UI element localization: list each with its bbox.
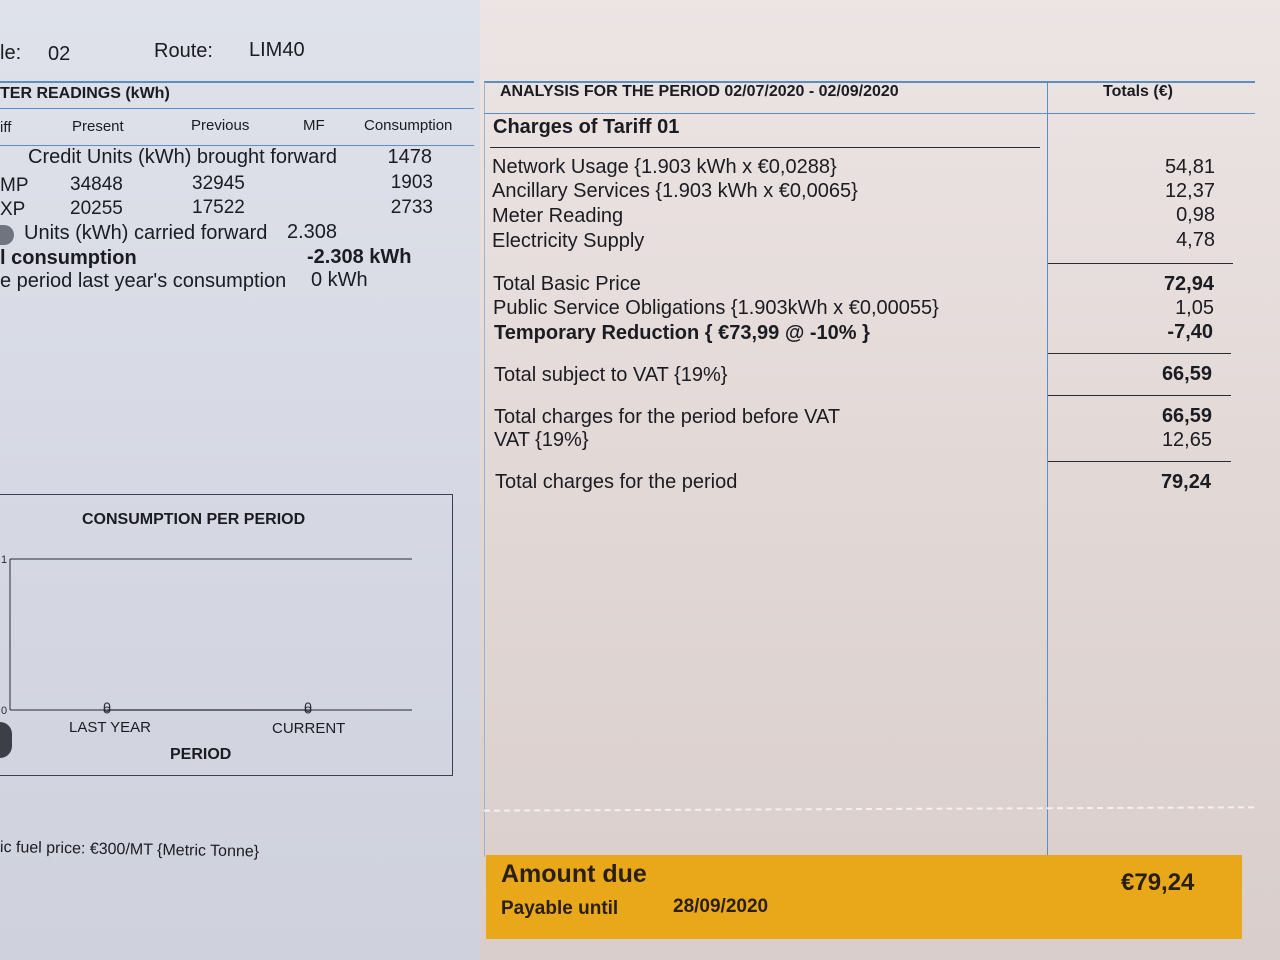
analysis-header-rule: [484, 113, 1255, 114]
charge-value: 54,81: [1164, 156, 1215, 178]
totals-column-divider: [1047, 82, 1048, 857]
meter-row-previous: 32945: [192, 173, 245, 194]
vat-rule: [1048, 461, 1231, 462]
chart-category-label: CURRENT: [272, 720, 346, 737]
total-basic-value: 72,94: [1163, 273, 1214, 295]
vat-value: 12,65: [1161, 429, 1212, 451]
tariff-title: Charges of Tariff 01: [493, 116, 680, 138]
cycle-value: 02: [48, 43, 71, 65]
chart-y-tick-label: 1: [1, 554, 8, 566]
col-tariff: iff: [0, 119, 12, 136]
last-year-value: 0 kWh: [311, 269, 368, 291]
temporary-reduction-label: Temporary Reduction { €73,99 @ -10% }: [494, 322, 870, 344]
fuel-price-note: ic fuel price: €300/MT {Metric Tonne}: [0, 839, 260, 861]
route-label: Route:: [154, 40, 213, 62]
total-consumption-label: l consumption: [0, 247, 137, 269]
col-previous: Previous: [191, 117, 250, 134]
meter-row-present: 34848: [70, 174, 123, 195]
carried-forward-value: 2.308: [287, 221, 338, 243]
charge-value: 0,98: [1176, 204, 1215, 226]
charge-label: Ancillary Services {1.903 kWh x €0,0065}: [492, 180, 858, 202]
vat-subject-label: Total subject to VAT {19%}: [494, 364, 728, 386]
total-period-label: Total charges for the period: [495, 471, 738, 493]
pso-value: 1,05: [1175, 297, 1214, 319]
temporary-reduction-value: -7,40: [1167, 321, 1213, 343]
credit-brought-label: Credit Units (kWh) brought forward: [28, 146, 337, 168]
chart-title: CONSUMPTION PER PERIOD: [82, 511, 306, 528]
before-vat-value: 66,59: [1161, 405, 1212, 427]
total-period-value: 79,24: [1160, 471, 1211, 493]
meter-row-consumption: 1903: [390, 172, 433, 193]
total-basic-label: Total Basic Price: [493, 273, 641, 295]
meter-row-tariff: MP: [0, 175, 29, 196]
analysis-left-border: [484, 82, 485, 857]
chart-category-label: LAST YEAR: [69, 719, 151, 736]
cycle-label: le:: [0, 42, 22, 64]
col-present: Present: [72, 118, 124, 135]
credit-brought-value: 1478: [387, 146, 432, 168]
meter-row-previous: 17522: [192, 197, 245, 218]
meter-readings-title: TER READINGS (kWh): [0, 85, 170, 102]
charge-label: Meter Reading: [492, 205, 624, 227]
total-consumption-value: -2.308 kWh: [307, 246, 412, 268]
charge-label: Network Usage {1.903 kWh x €0,0288}: [492, 156, 837, 178]
payable-until-date: 28/09/2020: [673, 896, 769, 917]
chart-data-label: 0: [304, 699, 312, 715]
last-year-label: e period last year's consumption: [0, 270, 287, 292]
analysis-title: ANALYSIS FOR THE PERIOD 02/07/2020 - 02/09/2020: [500, 83, 899, 100]
vat-label: VAT {19%}: [494, 429, 589, 451]
charge-label: Electricity Supply: [492, 230, 645, 252]
payable-until-label: Payable until: [501, 898, 619, 919]
before-vat-label: Total charges for the period before VAT: [494, 406, 841, 428]
tariff-title-rule: [490, 147, 1040, 148]
route-value: LIM40: [249, 39, 305, 61]
chart-x-axis-title: PERIOD: [170, 746, 232, 763]
col-consumption: Consumption: [364, 117, 453, 134]
vat-subject-rule: [1048, 395, 1231, 396]
amount-due-value: €79,24: [1121, 869, 1195, 896]
chart-data-label: 0: [103, 699, 111, 715]
charge-value: 4,78: [1176, 229, 1215, 251]
carried-forward-label: Units (kWh) carried forward: [24, 222, 268, 244]
vat-subject-value: 66,59: [1161, 363, 1212, 385]
charge-value: 12,37: [1164, 180, 1215, 202]
reduction-rule: [1048, 353, 1231, 354]
col-mf: MF: [303, 117, 325, 134]
meter-title-rule: [0, 108, 474, 109]
bill-left-panel: [0, 0, 480, 960]
amount-due-label: Amount due: [501, 860, 647, 888]
meter-row-present: 20255: [70, 198, 123, 219]
pso-label: Public Service Obligations {1.903kWh x €0,00055}: [493, 297, 939, 319]
totals-header: Totals (€): [1103, 83, 1173, 100]
consumption-chart: [0, 540, 420, 740]
meter-row-consumption: 2733: [390, 197, 433, 218]
chart-y-tick-label: 0: [1, 705, 8, 717]
meter-top-rule: [0, 81, 474, 83]
subtotal-rule: [1048, 263, 1233, 264]
meter-row-tariff: XP: [0, 199, 26, 220]
